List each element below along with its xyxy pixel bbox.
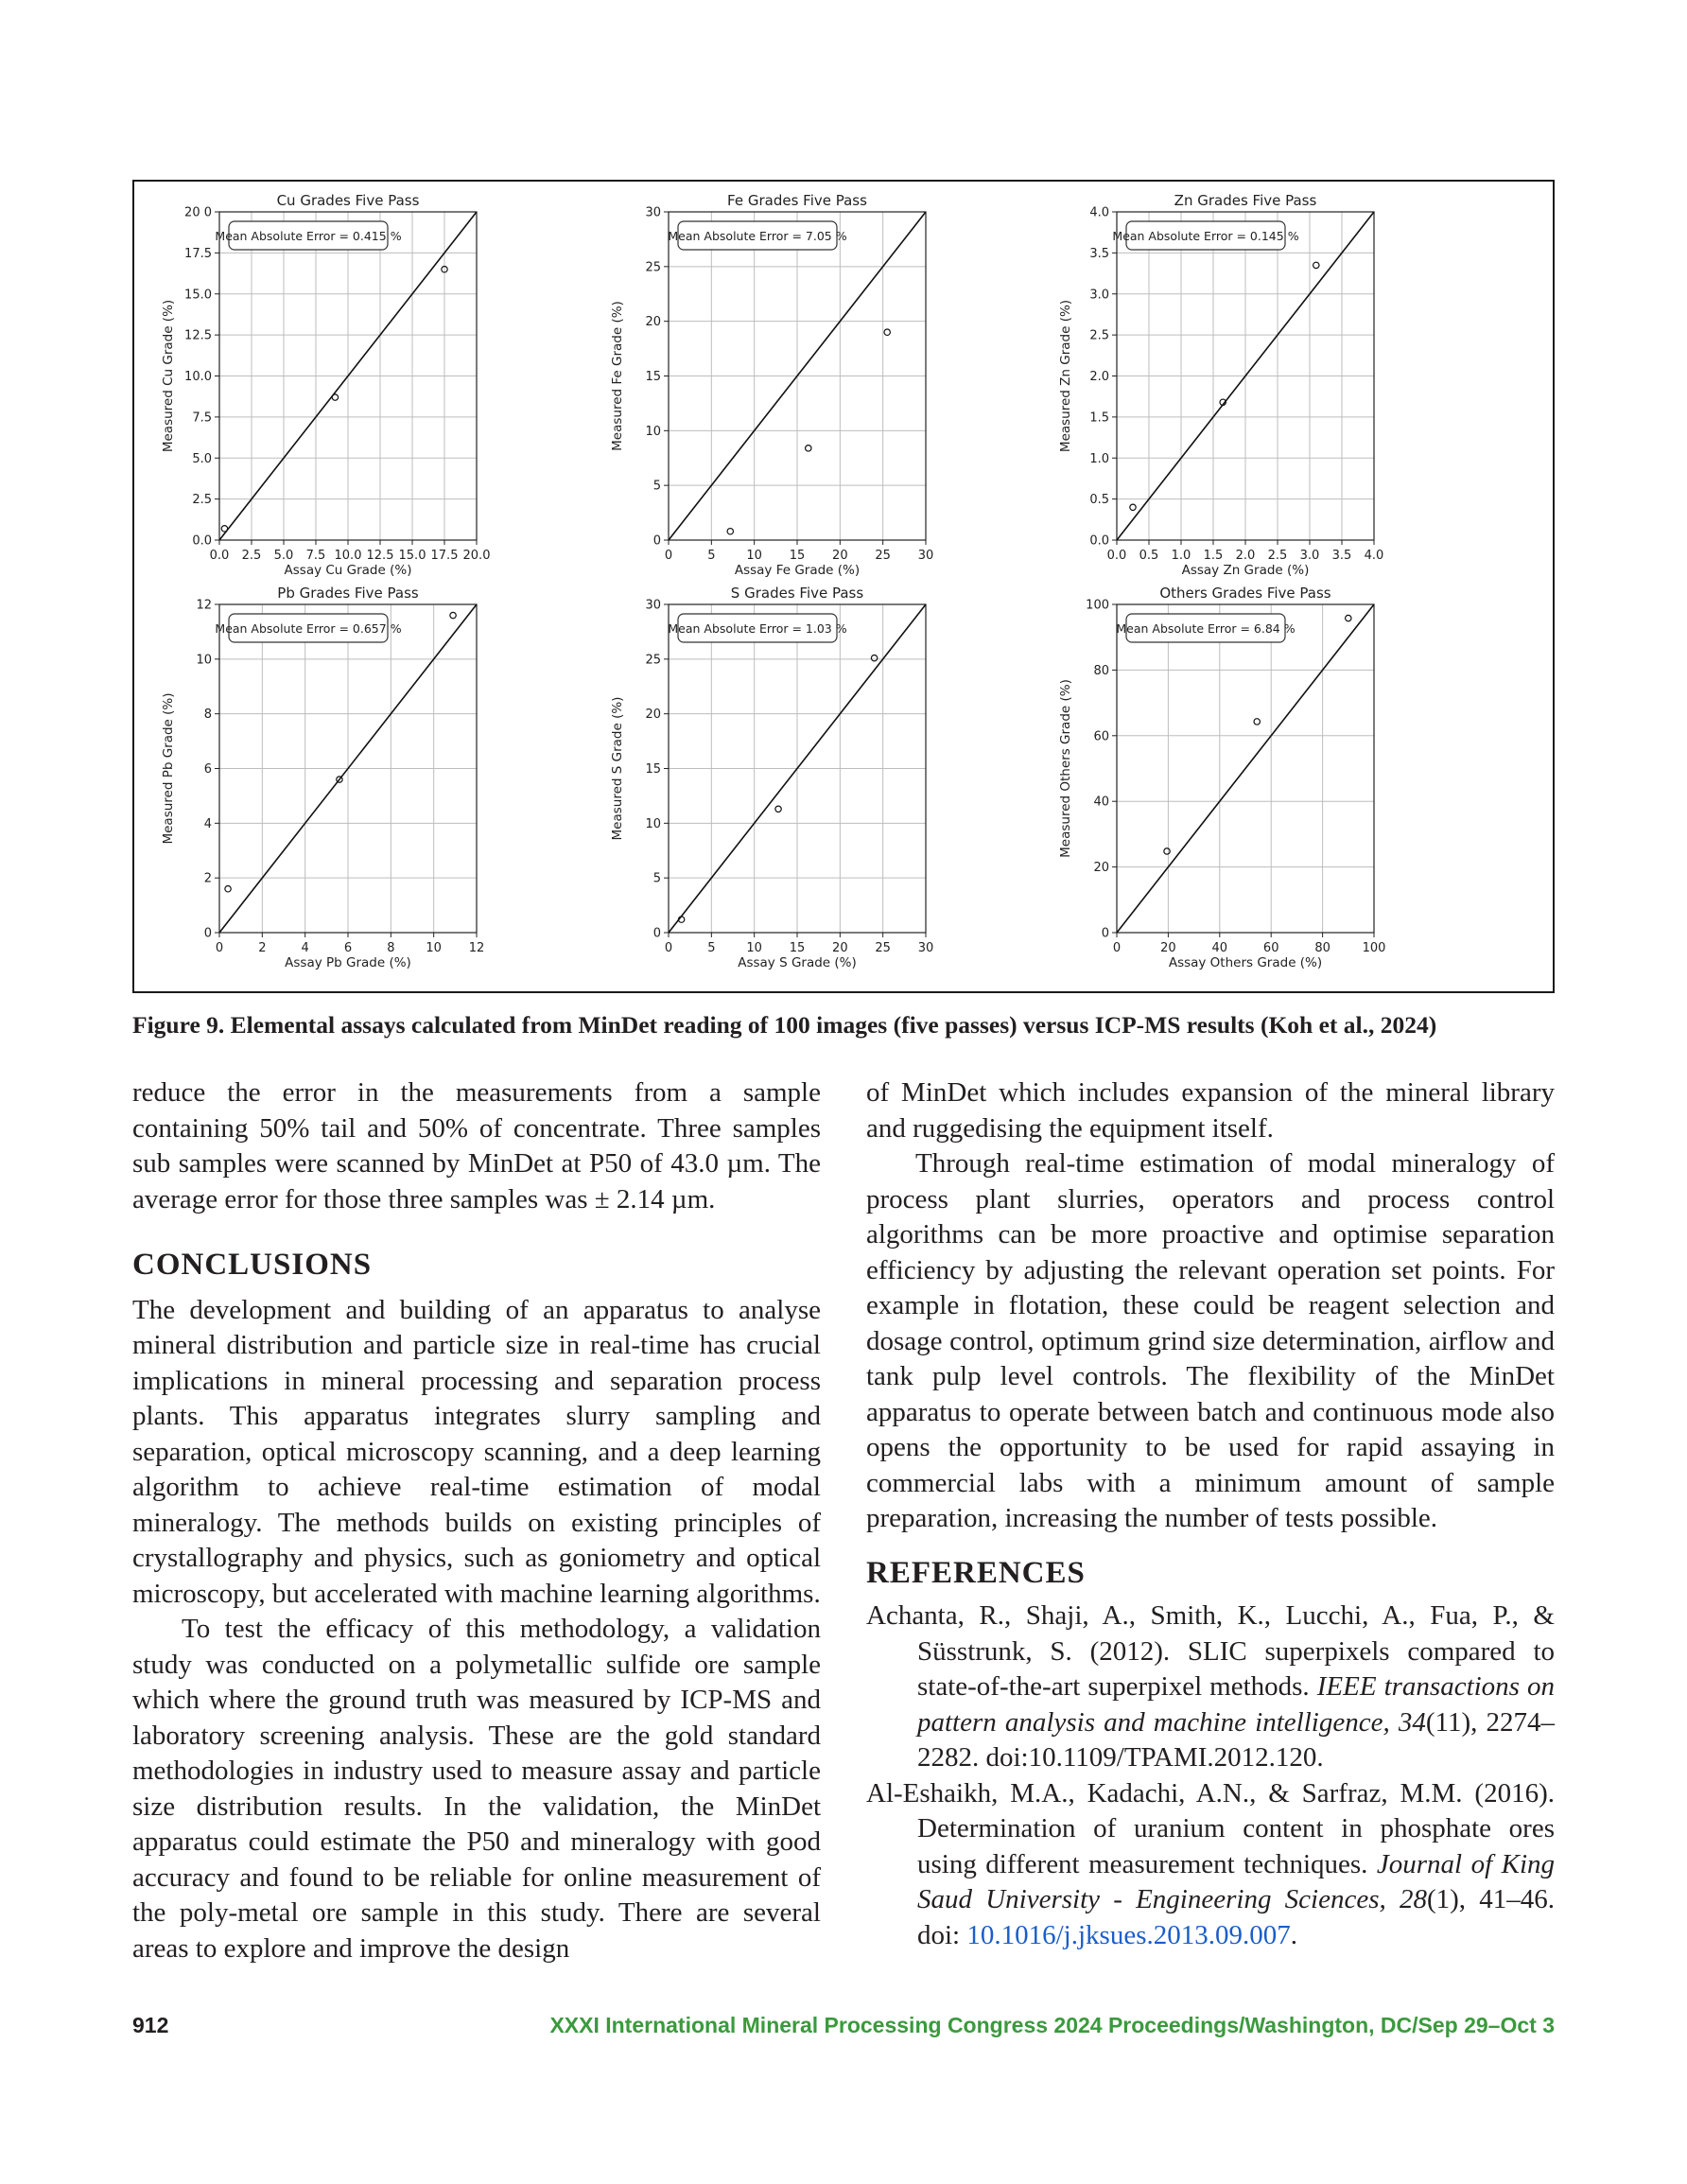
mae-annotation <box>1112 221 1298 250</box>
x-tick-label: 40 <box>1211 941 1228 955</box>
x-tick-label: 7.5 <box>305 549 326 563</box>
reference-details: (1), 41–46. doi: <box>917 1884 1555 1950</box>
paragraph: reduce the error in the measurements from a sample containing 50% tail and 50% of concentrate. Three samples sub samples were scanned by MinDet at P50 of 43.0 µm. The average error for those three samples was ± 2.14 µm. <box>132 1077 821 1214</box>
mae-annotation <box>668 614 846 642</box>
right-column <box>866 1075 1555 1953</box>
y-tick-label: 4.0 <box>1089 205 1109 220</box>
paragraph: Through real-time estimation of modal mineralogy of process plant slurries, operators and process control algorithms can be more proactive and optimise separation efficiency by adjusting the relevant operation set points. For example in flotation, these could be reagent selection and dosage control, optimum grind size determination, airflow and tank pulp level controls. The flexibility of the MinDet apparatus to operate between batch and continuous mode also opens the opportunity to be used for rapid assaying in commercial labs with a minimum amount of sample preparation, increasing the number of tests possible. <box>866 1148 1555 1533</box>
y-tick-label: 8 <box>203 708 212 723</box>
y-tick-label: 30 <box>645 205 661 220</box>
reference-journal: IEEE transactions on pattern analysis and machine intelligence, 34 <box>917 1671 1556 1738</box>
x-tick-label: 0 <box>664 941 673 955</box>
y-tick-label: 0.0 <box>1089 533 1109 549</box>
y-tick-label: 0 <box>203 926 212 941</box>
y-axis-label: Measured Zn Grade (%) <box>1058 299 1073 453</box>
y-tick-label: 0 <box>1101 926 1109 941</box>
y-tick-label: 80 <box>1093 663 1109 678</box>
y-tick-label: 0 <box>652 926 661 941</box>
reference-authors: Achanta, R., Shaji, A., Smith, K., Lucchi, A., Fua, P., & Süsstrunk, S. (2012). SLIC superpixels compared to state-of-the-art superpixel methods. <box>866 1600 1555 1702</box>
y-tick-label: 10.0 <box>184 370 212 384</box>
y-tick-label: 4 <box>203 816 212 831</box>
chart-title: Fe Grades Five Pass <box>727 192 867 209</box>
x-tick-label: 0.5 <box>1139 549 1159 563</box>
x-tick-label: 15 <box>789 549 806 563</box>
y-tick-label: 5 <box>652 871 661 886</box>
figure-9 <box>132 180 1555 993</box>
reference-end: . <box>1290 1919 1297 1950</box>
x-tick-label: 3.5 <box>1331 549 1352 563</box>
chart-panel <box>161 192 490 578</box>
x-tick-label: 2.0 <box>1235 549 1256 563</box>
x-tick-label: 80 <box>1314 941 1330 955</box>
mae-annotation <box>1116 614 1295 642</box>
x-tick-label: 10 <box>426 941 442 955</box>
x-tick-label: 5 <box>707 549 716 563</box>
doi-link[interactable]: 10.1016/j.jksues.2013.09.007 <box>966 1919 1291 1950</box>
chart-panel <box>161 585 484 970</box>
y-tick-label: 25 <box>645 260 661 275</box>
x-tick-label: 0 <box>1112 941 1122 955</box>
x-axis-label: Assay S Grade (%) <box>738 955 857 970</box>
annotation-text: Mean Absolute Error = 7.05 % <box>668 229 847 243</box>
x-tick-label: 30 <box>917 549 934 563</box>
y-tick-label: 100 <box>1086 598 1109 613</box>
x-tick-label: 5.0 <box>273 549 294 563</box>
x-tick-label: 2.5 <box>1267 549 1288 563</box>
x-tick-label: 10 <box>746 549 762 563</box>
y-tick-label: 15 <box>645 762 661 777</box>
chart-title: Cu Grades Five Pass <box>276 192 420 209</box>
x-tick-label: 15 <box>789 941 806 955</box>
y-tick-label: 20 0 <box>184 205 212 220</box>
x-tick-label: 8 <box>387 941 395 955</box>
chart-title: S Grades Five Pass <box>730 585 864 602</box>
reference-authors: Al-Eshaikh, M.A., Kadachi, A.N., & Sarfraz, M.M. (2016). Determination of uranium content in phosphate ores using different measurement techniques. <box>866 1777 1555 1879</box>
x-tick-label: 10 <box>746 941 762 955</box>
reference-entry <box>866 1776 1555 1954</box>
y-axis-label: Measured Fe Grade (%) <box>610 301 625 451</box>
y-tick-label: 60 <box>1093 729 1109 744</box>
x-tick-label: 20 <box>832 549 848 563</box>
y-tick-label: 30 <box>645 598 661 613</box>
y-tick-label: 3.0 <box>1089 288 1109 303</box>
reference-journal: Journal of King Saud University - Engineering Sciences, 28 <box>917 1848 1555 1914</box>
x-tick-label: 0 <box>664 549 673 563</box>
y-tick-label: 20 <box>1093 861 1109 876</box>
x-tick-label: 3.0 <box>1299 549 1320 563</box>
x-tick-label: 60 <box>1262 941 1279 955</box>
y-tick-label: 1.0 <box>1089 451 1109 466</box>
left-column <box>132 1075 821 1966</box>
x-tick-label: 6 <box>343 941 353 955</box>
mae-annotation <box>668 221 846 250</box>
y-tick-label: 10 <box>645 424 661 439</box>
x-axis-label: Assay Fe Grade (%) <box>734 563 861 578</box>
x-axis-label: Assay Pb Grade (%) <box>285 955 411 970</box>
x-tick-label: 20 <box>1160 941 1176 955</box>
footer-text: XXXI International Mineral Processing Congress 2024 Proceedings/Washington, DC/Sep 29–Oct 3 <box>549 2013 1555 2037</box>
y-tick-label: 5.0 <box>192 451 212 466</box>
figure-caption: Figure 9. Elemental assays calculated from MinDet reading of 100 images (five passes) versus ICP-MS results (Koh et al., 2024) <box>132 1011 1437 1039</box>
y-tick-label: 15.0 <box>184 288 212 303</box>
annotation-text: Mean Absolute Error = 0.657 % <box>215 621 402 636</box>
chart-panel <box>1058 192 1383 578</box>
x-tick-label: 25 <box>875 941 891 955</box>
paragraph: The development and building of an apparatus to analyse mineral distribution and particle size in real-time has crucial implications in mineral processing and separation process plants. This apparatus integrates slurry sampling and separation, optical microscopy scanning, and a deep learning algorithm to achieve real-time estimation of modal mineralogy. The methods builds on existing principles of crystallography and physics, such as goniometry and optical microscopy, but accelerated with machine learning algorithms. <box>132 1294 821 1609</box>
y-tick-label: 5 <box>652 479 661 494</box>
y-tick-label: 20 <box>645 708 661 723</box>
reference-details: (11), 2274–2282. doi:10.1109/TPAMI.2012.120. <box>917 1706 1555 1773</box>
chart-panel <box>610 585 933 970</box>
y-tick-label: 12.5 <box>184 328 212 343</box>
paragraph: of MinDet which includes expansion of the mineral library and ruggedising the equipment itself. <box>866 1077 1555 1144</box>
x-tick-label: 2.5 <box>241 549 262 563</box>
x-tick-label: 20.0 <box>462 549 491 563</box>
y-tick-label: 17.5 <box>184 246 212 261</box>
y-tick-label: 2.5 <box>192 493 212 508</box>
x-axis-label: Assay Others Grade (%) <box>1168 955 1323 970</box>
x-tick-label: 100 <box>1362 941 1386 955</box>
x-tick-label: 30 <box>917 941 934 955</box>
x-axis-label: Assay Zn Grade (%) <box>1181 563 1310 578</box>
y-tick-label: 2.5 <box>1089 328 1109 343</box>
y-tick-label: 20 <box>645 315 661 330</box>
chart-title: Zn Grades Five Pass <box>1174 192 1317 209</box>
figure-9-charts <box>134 182 1553 991</box>
y-tick-label: 10 <box>645 816 661 831</box>
y-tick-label: 10 <box>196 653 212 668</box>
y-tick-label: 25 <box>645 653 661 668</box>
x-tick-label: 10.0 <box>334 549 362 563</box>
y-tick-label: 0.0 <box>192 533 212 549</box>
y-axis-label: Measured S Grade (%) <box>610 696 625 841</box>
page-number: 912 <box>132 2013 169 2037</box>
x-tick-label: 1.5 <box>1203 549 1224 563</box>
annotation-text: Mean Absolute Error = 0.415 % <box>215 229 402 243</box>
y-tick-label: 2.0 <box>1089 370 1109 384</box>
x-tick-label: 12.5 <box>366 549 394 563</box>
chart-title: Others Grades Five Pass <box>1159 585 1331 602</box>
y-tick-label: 15 <box>645 370 661 384</box>
y-tick-label: 0 <box>652 533 661 549</box>
y-tick-label: 7.5 <box>192 411 212 426</box>
y-axis-label: Measured Others Grade (%) <box>1058 679 1073 858</box>
chart-panel <box>610 192 933 578</box>
x-tick-label: 4 <box>301 941 309 955</box>
x-tick-label: 0.0 <box>209 549 230 563</box>
chart-title: Pb Grades Five Pass <box>277 585 419 602</box>
y-tick-label: 1.5 <box>1089 411 1109 426</box>
reference-entry <box>866 1599 1555 1776</box>
x-tick-label: 5 <box>707 941 716 955</box>
y-tick-label: 12 <box>196 598 212 613</box>
x-tick-label: 1.0 <box>1171 549 1191 563</box>
mae-annotation <box>215 221 401 250</box>
x-tick-label: 0 <box>215 941 224 955</box>
y-axis-label: Measured Cu Grade (%) <box>161 299 176 453</box>
y-tick-label: 40 <box>1093 795 1109 810</box>
annotation-text: Mean Absolute Error = 0.145 % <box>1112 229 1299 243</box>
y-axis-label: Measured Pb Grade (%) <box>161 692 176 845</box>
y-tick-label: 2 <box>203 871 212 886</box>
annotation-text: Mean Absolute Error = 6.84 % <box>1116 621 1296 636</box>
chart-panel <box>1058 585 1385 970</box>
x-tick-label: 20 <box>832 941 848 955</box>
x-tick-label: 0.0 <box>1106 549 1127 563</box>
x-axis-label: Assay Cu Grade (%) <box>284 563 412 578</box>
heading-conclusions: CONCLUSIONS <box>132 1248 373 1282</box>
x-tick-label: 15.0 <box>398 549 426 563</box>
x-tick-label: 25 <box>875 549 891 563</box>
y-tick-label: 3.5 <box>1089 246 1109 261</box>
x-tick-label: 2 <box>258 941 267 955</box>
heading-references: REFERENCES <box>866 1555 1086 1590</box>
y-tick-label: 0.5 <box>1089 493 1109 508</box>
annotation-text: Mean Absolute Error = 1.03 % <box>668 621 847 636</box>
paragraph: To test the efficacy of this methodology, a validation study was conducted on a polymetallic sulfide ore sample which where the ground truth was measured by ICP-MS and laboratory screening analysis. These are the gold standard methodologies in industry used to measure assay and particle size distribution results. In the validation, the MinDet apparatus could estimate the P50 and mineralogy with good accuracy and found to be reliable for online measurement of the poly-metal ore sample in this study. There are several areas to explore and improve the design <box>132 1614 821 1964</box>
x-tick-label: 4.0 <box>1364 549 1384 563</box>
y-tick-label: 6 <box>203 762 212 777</box>
x-tick-label: 17.5 <box>430 549 459 563</box>
x-tick-label: 12 <box>468 941 485 955</box>
mae-annotation <box>215 614 401 642</box>
